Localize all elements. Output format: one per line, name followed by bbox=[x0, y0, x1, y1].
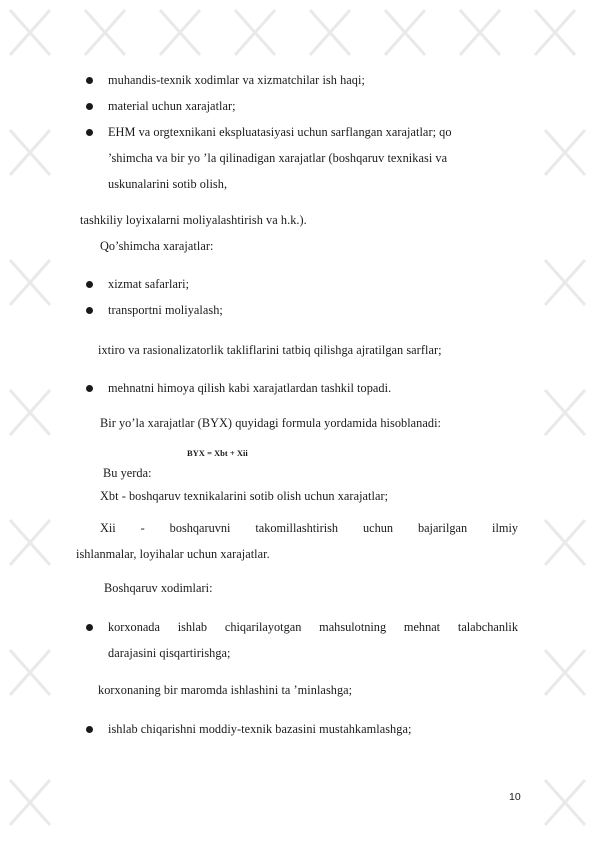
page-number: 10 bbox=[509, 791, 521, 803]
word: ilmiy bbox=[492, 521, 519, 535]
list-item: mehnatni himoya qilish kabi xarajatlardan tashkil topadi. bbox=[108, 381, 392, 395]
list-item: xizmat safarlari; bbox=[108, 277, 190, 291]
list-item: EHM va orgtexnikani ekspluatasiyasi uchun sarflangan xarajatlar; qo bbox=[108, 125, 452, 139]
word: takomillashtirish bbox=[255, 521, 339, 535]
bullet-dot bbox=[86, 624, 93, 631]
word: bajarilgan bbox=[417, 521, 468, 535]
formula: BYX = Xbt + Xii bbox=[187, 448, 248, 458]
section-heading: Boshqaruv xodimlari: bbox=[104, 581, 213, 595]
section-heading: Qo’shimcha xarajatlar: bbox=[100, 239, 214, 253]
paragraph: ixtiro va rasionalizatorlik takliflarini tatbiq qilishga ajratilgan sarflar; bbox=[98, 343, 442, 357]
list-item: material uchun xarajatlar; bbox=[108, 99, 236, 113]
paragraph: Bir yo’la xarajatlar (BYX) quyidagi formula yordamida hisoblanadi: bbox=[100, 416, 442, 430]
list-item: muhandis-texnik xodimlar va xizmatchilar ish haqi; bbox=[108, 73, 365, 87]
paragraph: korxonaning bir maromda ishlashini ta ’minlashga; bbox=[98, 683, 353, 697]
bullet-dot bbox=[86, 103, 93, 110]
word: uchun bbox=[362, 521, 394, 535]
paragraph: Bu yerda: bbox=[103, 466, 152, 480]
word: - bbox=[140, 521, 145, 535]
list-item-continuation: uskunalarini sotib olish, bbox=[108, 177, 228, 191]
word: Xii bbox=[100, 521, 116, 535]
justified-line bbox=[100, 521, 518, 536]
bullet-dot bbox=[86, 385, 93, 392]
list-item: transportni moliyalash; bbox=[108, 303, 223, 317]
list-item: ishlab chiqarishni moddiy-texnik bazasini mustahkamlashga; bbox=[108, 722, 412, 736]
bullet-dot bbox=[86, 129, 93, 136]
paragraph: ishlanmalar, loyihalar uchun xarajatlar. bbox=[76, 547, 270, 561]
bullet-dot bbox=[86, 77, 93, 84]
bullet-dot bbox=[86, 307, 93, 314]
word: boshqaruvni bbox=[169, 521, 231, 535]
bullet-dot bbox=[86, 281, 93, 288]
paragraph: Xbt - boshqaruv texnikalarini sotib olish uchun xarajatlar; bbox=[100, 489, 389, 503]
list-item-continuation: ’shimcha va bir yo ’la qilinadigan xarajatlar (boshqaruv texnikasi va bbox=[108, 151, 448, 165]
bullet-dot bbox=[86, 726, 93, 733]
list-item: korxonada ishlab chiqarilayotgan mahsulotning mehnat talabchanlik bbox=[108, 620, 518, 634]
list-item-continuation: darajasini qisqartirishga; bbox=[108, 646, 231, 660]
paragraph: tashkiliy loyixalarni moliyalashtirish va h.k.). bbox=[80, 213, 307, 227]
